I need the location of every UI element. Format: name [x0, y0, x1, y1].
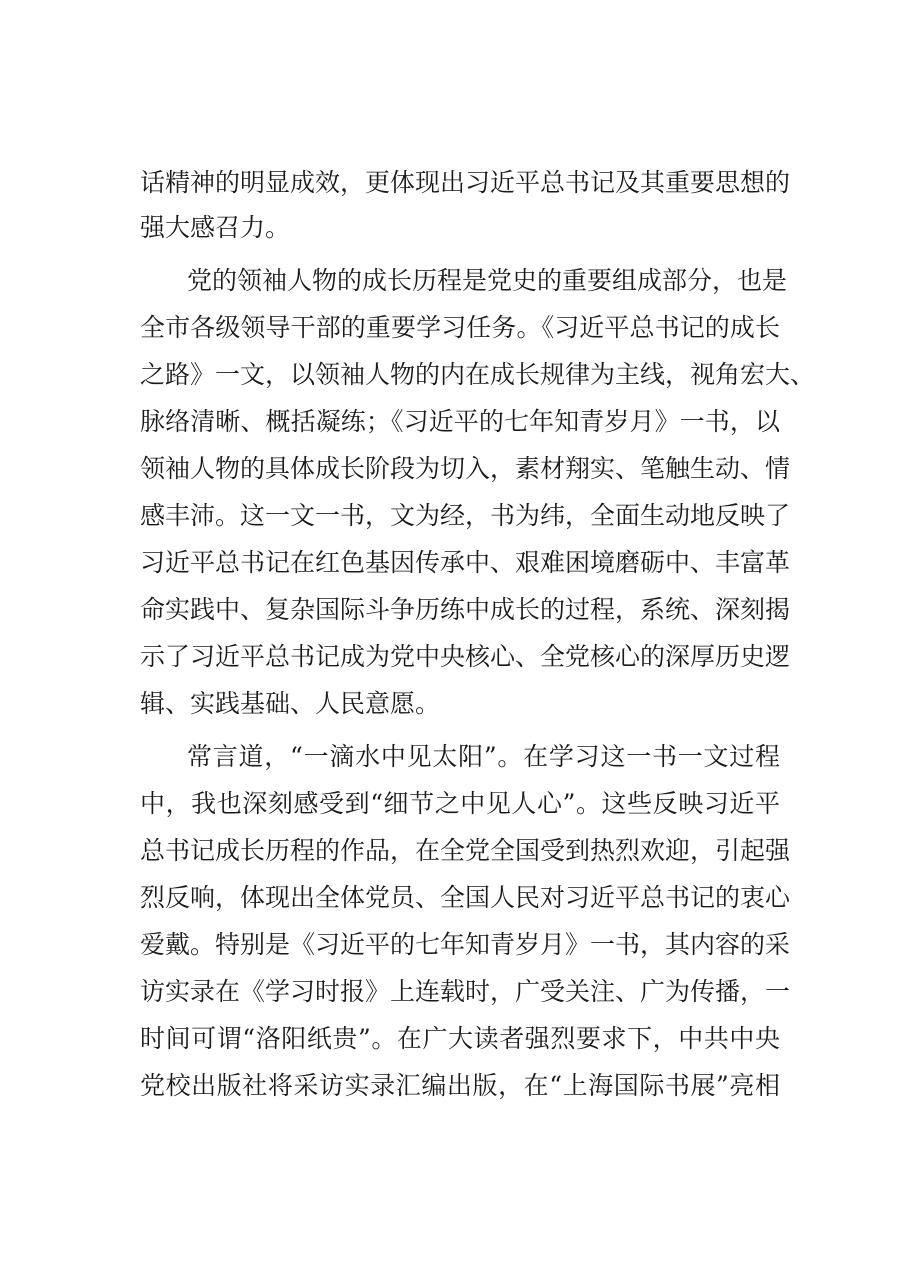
text-line: 脉络清晰、概括凝练；《习近平的七年知青岁月》一书，以: [140, 407, 780, 436]
text-line: 访实录在《学习时报》上连载时，广受关注、广为传播，一: [140, 977, 791, 1006]
text-line: 党的领袖人物的成长历程是党史的重要组成部分，也是: [187, 266, 788, 295]
text-line: 话精神的明显成效，更体现出习近平总书记及其重要思想的: [140, 168, 791, 197]
text-line: 领袖人物的具体成长阶段为切入，素材翔实、笔触生动、情: [140, 454, 791, 483]
text-line: 命实践中、复杂国际斗争历练中成长的过程，系统、深刻揭: [140, 595, 791, 624]
text-line: 总书记成长历程的作品，在全党全国受到热烈欢迎，引起强: [140, 836, 791, 865]
text-line: 之路》一文，以领袖人物的内在成长规律为主线，视角宏大、: [140, 360, 816, 389]
text-line: 爱戴。特别是《习近平的七年知青岁月》一书，其内容的采: [140, 930, 791, 959]
text-line: 习近平总书记在红色基因传承中、艰难困境磨砺中、丰富革: [140, 548, 791, 577]
text-line: 烈反响，体现出全体党员、全国人民对习近平总书记的衷心: [140, 883, 791, 912]
text-line: 全市各级领导干部的重要学习任务。《习近平总书记的成长: [140, 313, 780, 342]
text-line: 感丰沛。这一文一书，文为经，书为纬，全面生动地反映了: [140, 501, 791, 530]
text-line: 时间可谓“洛阳纸贵”。在广大读者强烈要求下，中共中央: [140, 1024, 780, 1053]
text-line: 强大感召力。: [140, 213, 291, 242]
text-line: 中，我也深刻感受到“细节之中见人心”。这些反映习近平: [140, 789, 780, 818]
text-line: 辑、实践基础、人民意愿。: [140, 689, 441, 718]
text-line: 党校出版社将采访实录汇编出版，在“上海国际书展”亮相: [140, 1071, 780, 1100]
text-line: 常言道，“一滴水中见太阳”。在学习这一书一文过程: [187, 742, 780, 771]
text-line: 示了习近平总书记成为党中央核心、全党核心的深厚历史逻: [140, 642, 791, 671]
